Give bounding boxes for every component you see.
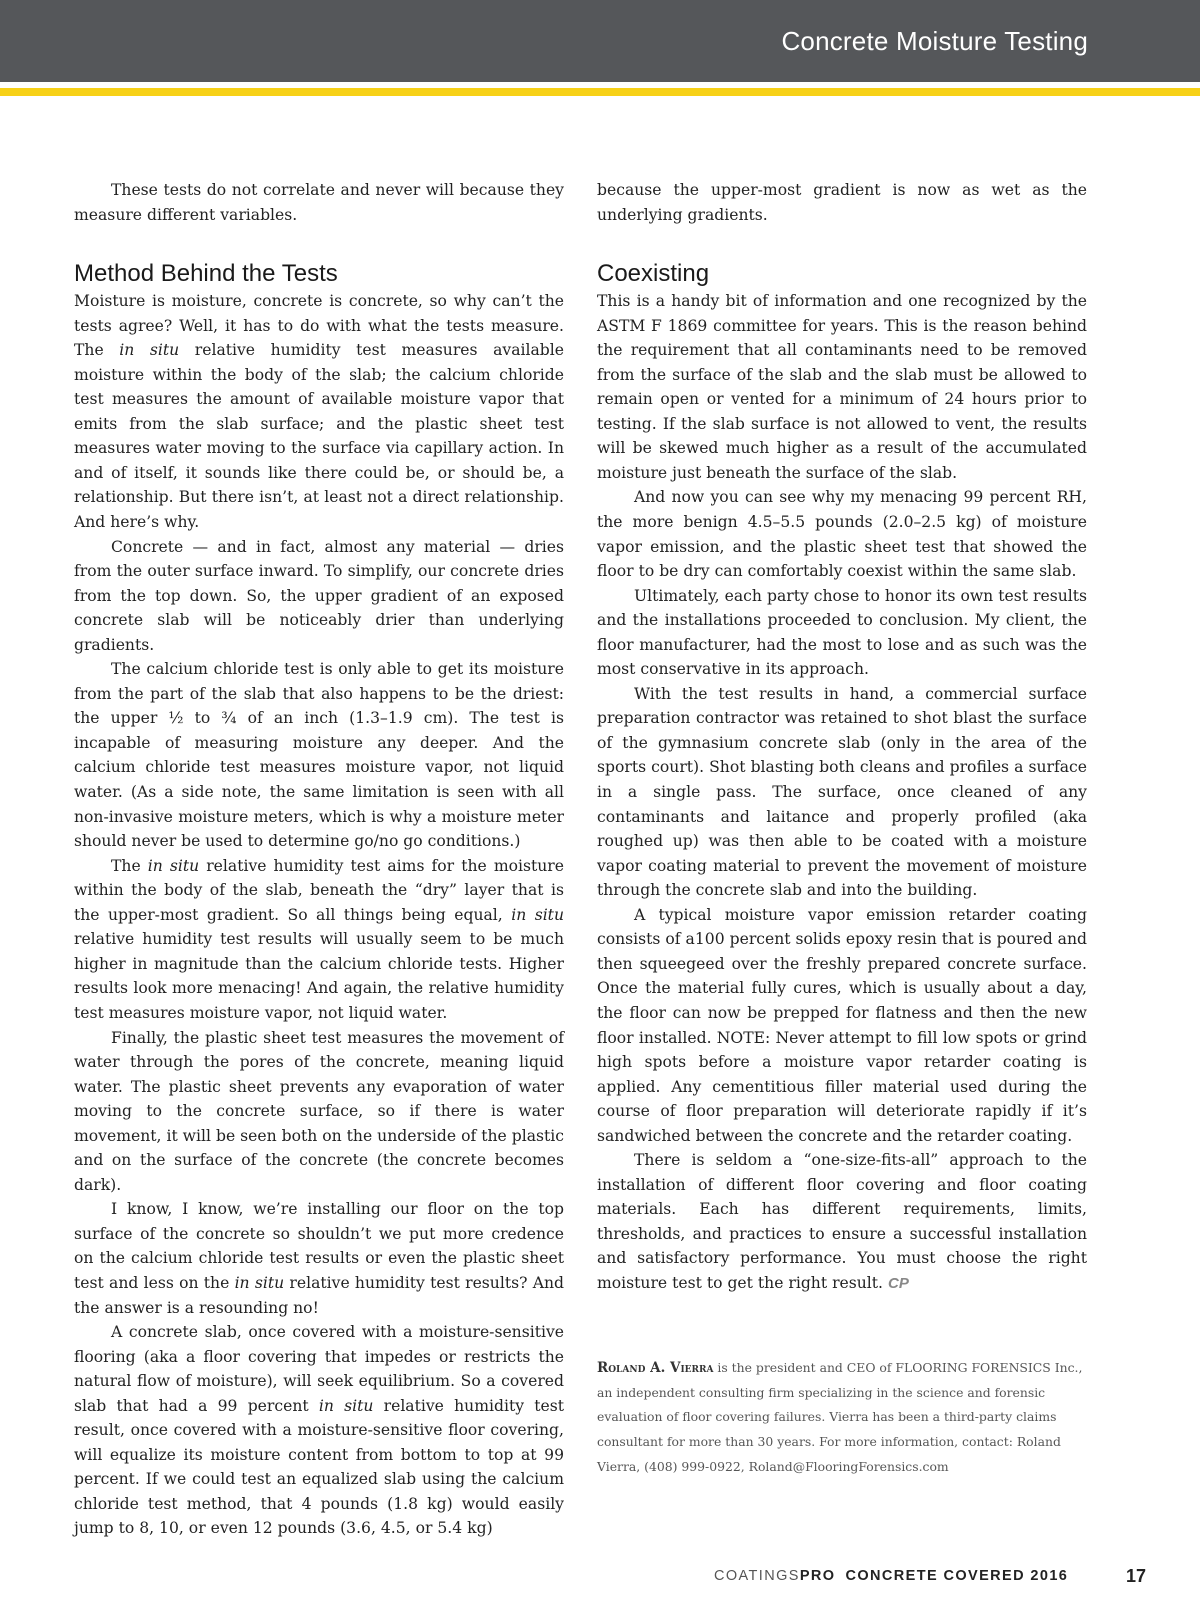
text-run: The	[111, 856, 148, 875]
text-run: There is seldom a “one-size-fits-all” approach to the installation of different floor covering and floor coating materials. Each has different requirements, limits, thresholds, and practices to ensure a successful installation and satisfactory performance. You must choose the right moisture test to get the right result.	[597, 1151, 1087, 1292]
paragraph	[74, 535, 564, 658]
italic-run: in situ	[147, 856, 200, 875]
running-title: Concrete Moisture Testing	[781, 26, 1088, 56]
paragraph	[74, 289, 564, 534]
paragraph	[74, 1320, 564, 1541]
text-run: And now you can see why my menacing 99 percent RH, the more benign 4.5–5.5 pounds (2.0–2.5 kg) of moisture vapor emission, and the plastic sheet test that showed the floor to be dry can comfortably coexist within the same slab.	[597, 488, 1087, 581]
section-heading: Coexisting	[597, 260, 710, 288]
italic-run: in situ	[234, 1273, 285, 1292]
paragraph	[597, 584, 1087, 682]
page-number: 17	[1126, 1566, 1147, 1586]
italic-run: in situ	[318, 1396, 374, 1415]
paragraph	[74, 178, 564, 227]
text-run: A typical moisture vapor emission retarder coating consists of a100 percent solids epoxy resin that is poured and then squeegeed over the freshly prepared concrete surface. Once the material fully cures, which is usually about a day, the floor can now be prepped for flatness and then the new floor installed. NOTE: Never attempt to fill low spots or grind high spots before a moisture vapor retarder coating is applied. Any cementitious filler material used during the course of floor preparation will deteriorate rapidly if it’s sandwiched between the concrete and the retarder coating.	[597, 905, 1087, 1145]
paragraph	[597, 289, 1087, 485]
text-run: relative humidity test results? And the answer is a resounding no!	[74, 1273, 564, 1317]
paragraph	[74, 1197, 564, 1320]
left-column	[74, 178, 564, 1541]
text-run: Moisture is moisture, concrete is concrete, so why can’t the tests agree? Well, it has to do with what the tests measure. The	[74, 292, 564, 360]
text-run: Concrete — and in fact, almost any material — dries from the outer surface inward. To simplify, our concrete dries from the top down. So, the upper gradient of an exposed concrete slab will be noticeably drier than underlying gradients.	[74, 537, 564, 654]
paragraph	[597, 178, 1087, 227]
text-run: The calcium chloride test is only able to get its moisture from the part of the slab that also happens to be the driest: the upper ½ to ¾ of an inch (1.3–1.9 cm). The test is incapable of measuring moisture any deeper. And the calcium chloride test measures moisture vapor, not liquid water. (As a side note, the same limitation is seen with all non-invasive moisture meters, which is why a moisture meter should never be used to determine go/no go conditions.)	[74, 660, 564, 851]
header-accent-rule	[0, 88, 1200, 96]
bio-text: is the president and CEO of FLOORING FORENSICS Inc., an independent consulting firm specializing in the science and forensic evaluation of floor covering failures. Vierra has been a third-party claims consultant for more than 30 years. For more information, contact: Roland Vierra, (408) 999-0922, Roland@FlooringForensics.com	[597, 1360, 1083, 1474]
page-header	[0, 0, 1200, 82]
text-run: relative humidity test measures available moisture within the body of the slab; the calcium chloride test measures the amount of available moisture vapor that emits from the slab surface; and the plastic sheet test measures water moving to the surface via capillary action. In and of itself, it sounds like there could be, or should be, a relationship. But there isn’t, at least not a direct relationship. And here’s why.	[74, 341, 564, 532]
text-run: I know, I know, we’re installing our floor on the top surface of the concrete so shouldn’t we put more credence on the calcium chloride test results or even the plastic sheet test and less on the	[74, 1200, 564, 1292]
paragraph	[597, 485, 1087, 583]
author-bio	[597, 1356, 1089, 1480]
right-column	[597, 178, 1087, 1297]
text-run: This is a handy bit of information and one recognized by the ASTM F 1869 committee for years. This is the reason behind the requirement that all contaminants need to be removed from the surface of the slab and the slab must be allowed to remain open or vented for a minimum of 24 hours prior to testing. If the slab surface is not allowed to vent, the results will be skewed much higher as a result of the accumulated moisture just beneath the surface of the slab.	[597, 292, 1087, 482]
brand-light: COATINGS	[714, 1568, 800, 1584]
text-run: Finally, the plastic sheet test measures the movement of water through the pores of the concrete, meaning liquid water. The plastic sheet prevents any evaporation of water moving to the concrete surface, so if there is water movement, it will be seen both on the underside of the plastic and on the surface of the concrete (the concrete becomes dark).	[74, 1028, 564, 1194]
paragraph	[597, 682, 1087, 903]
text-run: relative humidity test results will usually seem to be much higher in magnitude than the calcium chloride tests. Higher results look more menacing! And again, the relative humidity test measures moisture vapor, not liquid water.	[74, 930, 564, 1022]
brand-bold: PRO	[799, 1568, 836, 1584]
author-name: Roland A. Vierra	[597, 1360, 714, 1376]
text-run: With the test results in hand, a commercial surface preparation contractor was retained to shot blast the surface of the gymnasium concrete slab (only in the area of the sports court). Shot blasting both cleans and profiles a surface in a single pass. The surface, once cleaned of any contaminants and laitance and properly profiled (aka roughed up) was then able to be coated with a moisture vapor coating material to prevent the movement of moisture through the concrete slab and into the building.	[597, 684, 1087, 900]
text-run: because the upper-most gradient is now as wet as the underlying gradients.	[597, 181, 1087, 224]
italic-run: in situ	[119, 341, 180, 360]
text-run: Ultimately, each party chose to honor its own test results and the installations proceeded to conclusion. My client, the floor manufacturer, had the most to lose and as such was the most conservative in its approach.	[597, 586, 1087, 679]
end-mark: CP	[887, 1274, 909, 1292]
text-run: relative humidity test result, once covered with a moisture-sensitive floor covering, will equalize its moisture content from bottom to top at 99 percent. If we could test an equalized slab using the calcium chloride test method, that 4 pounds (1.8 kg) would easily jump to 8, 10, or even 12 pounds (3.6, 4.5, or 5.4 kg)	[74, 1396, 565, 1538]
text-run: These tests do not correlate and never will because they measure different variables.	[74, 181, 564, 224]
page-footer	[714, 1568, 1068, 1584]
italic-run: in situ	[511, 905, 564, 924]
paragraph	[74, 657, 564, 853]
paragraph	[597, 903, 1087, 1148]
paragraph	[597, 1148, 1087, 1296]
paragraph	[74, 1026, 564, 1198]
text-run: relative humidity test aims for the moisture within the body of the slab, beneath the “dry” layer that is the upper-most gradient. So all things being equal,	[74, 856, 564, 924]
issue-label: CONCRETE COVERED 2016	[845, 1568, 1069, 1584]
text-run: A concrete slab, once covered with a moisture-sensitive flooring (aka a floor covering that impedes or restricts the natural flow of moisture), will seek equilibrium. So a covered slab that had a 99 percent	[74, 1323, 564, 1415]
paragraph	[74, 854, 564, 1026]
section-heading: Method Behind the Tests	[74, 260, 338, 288]
